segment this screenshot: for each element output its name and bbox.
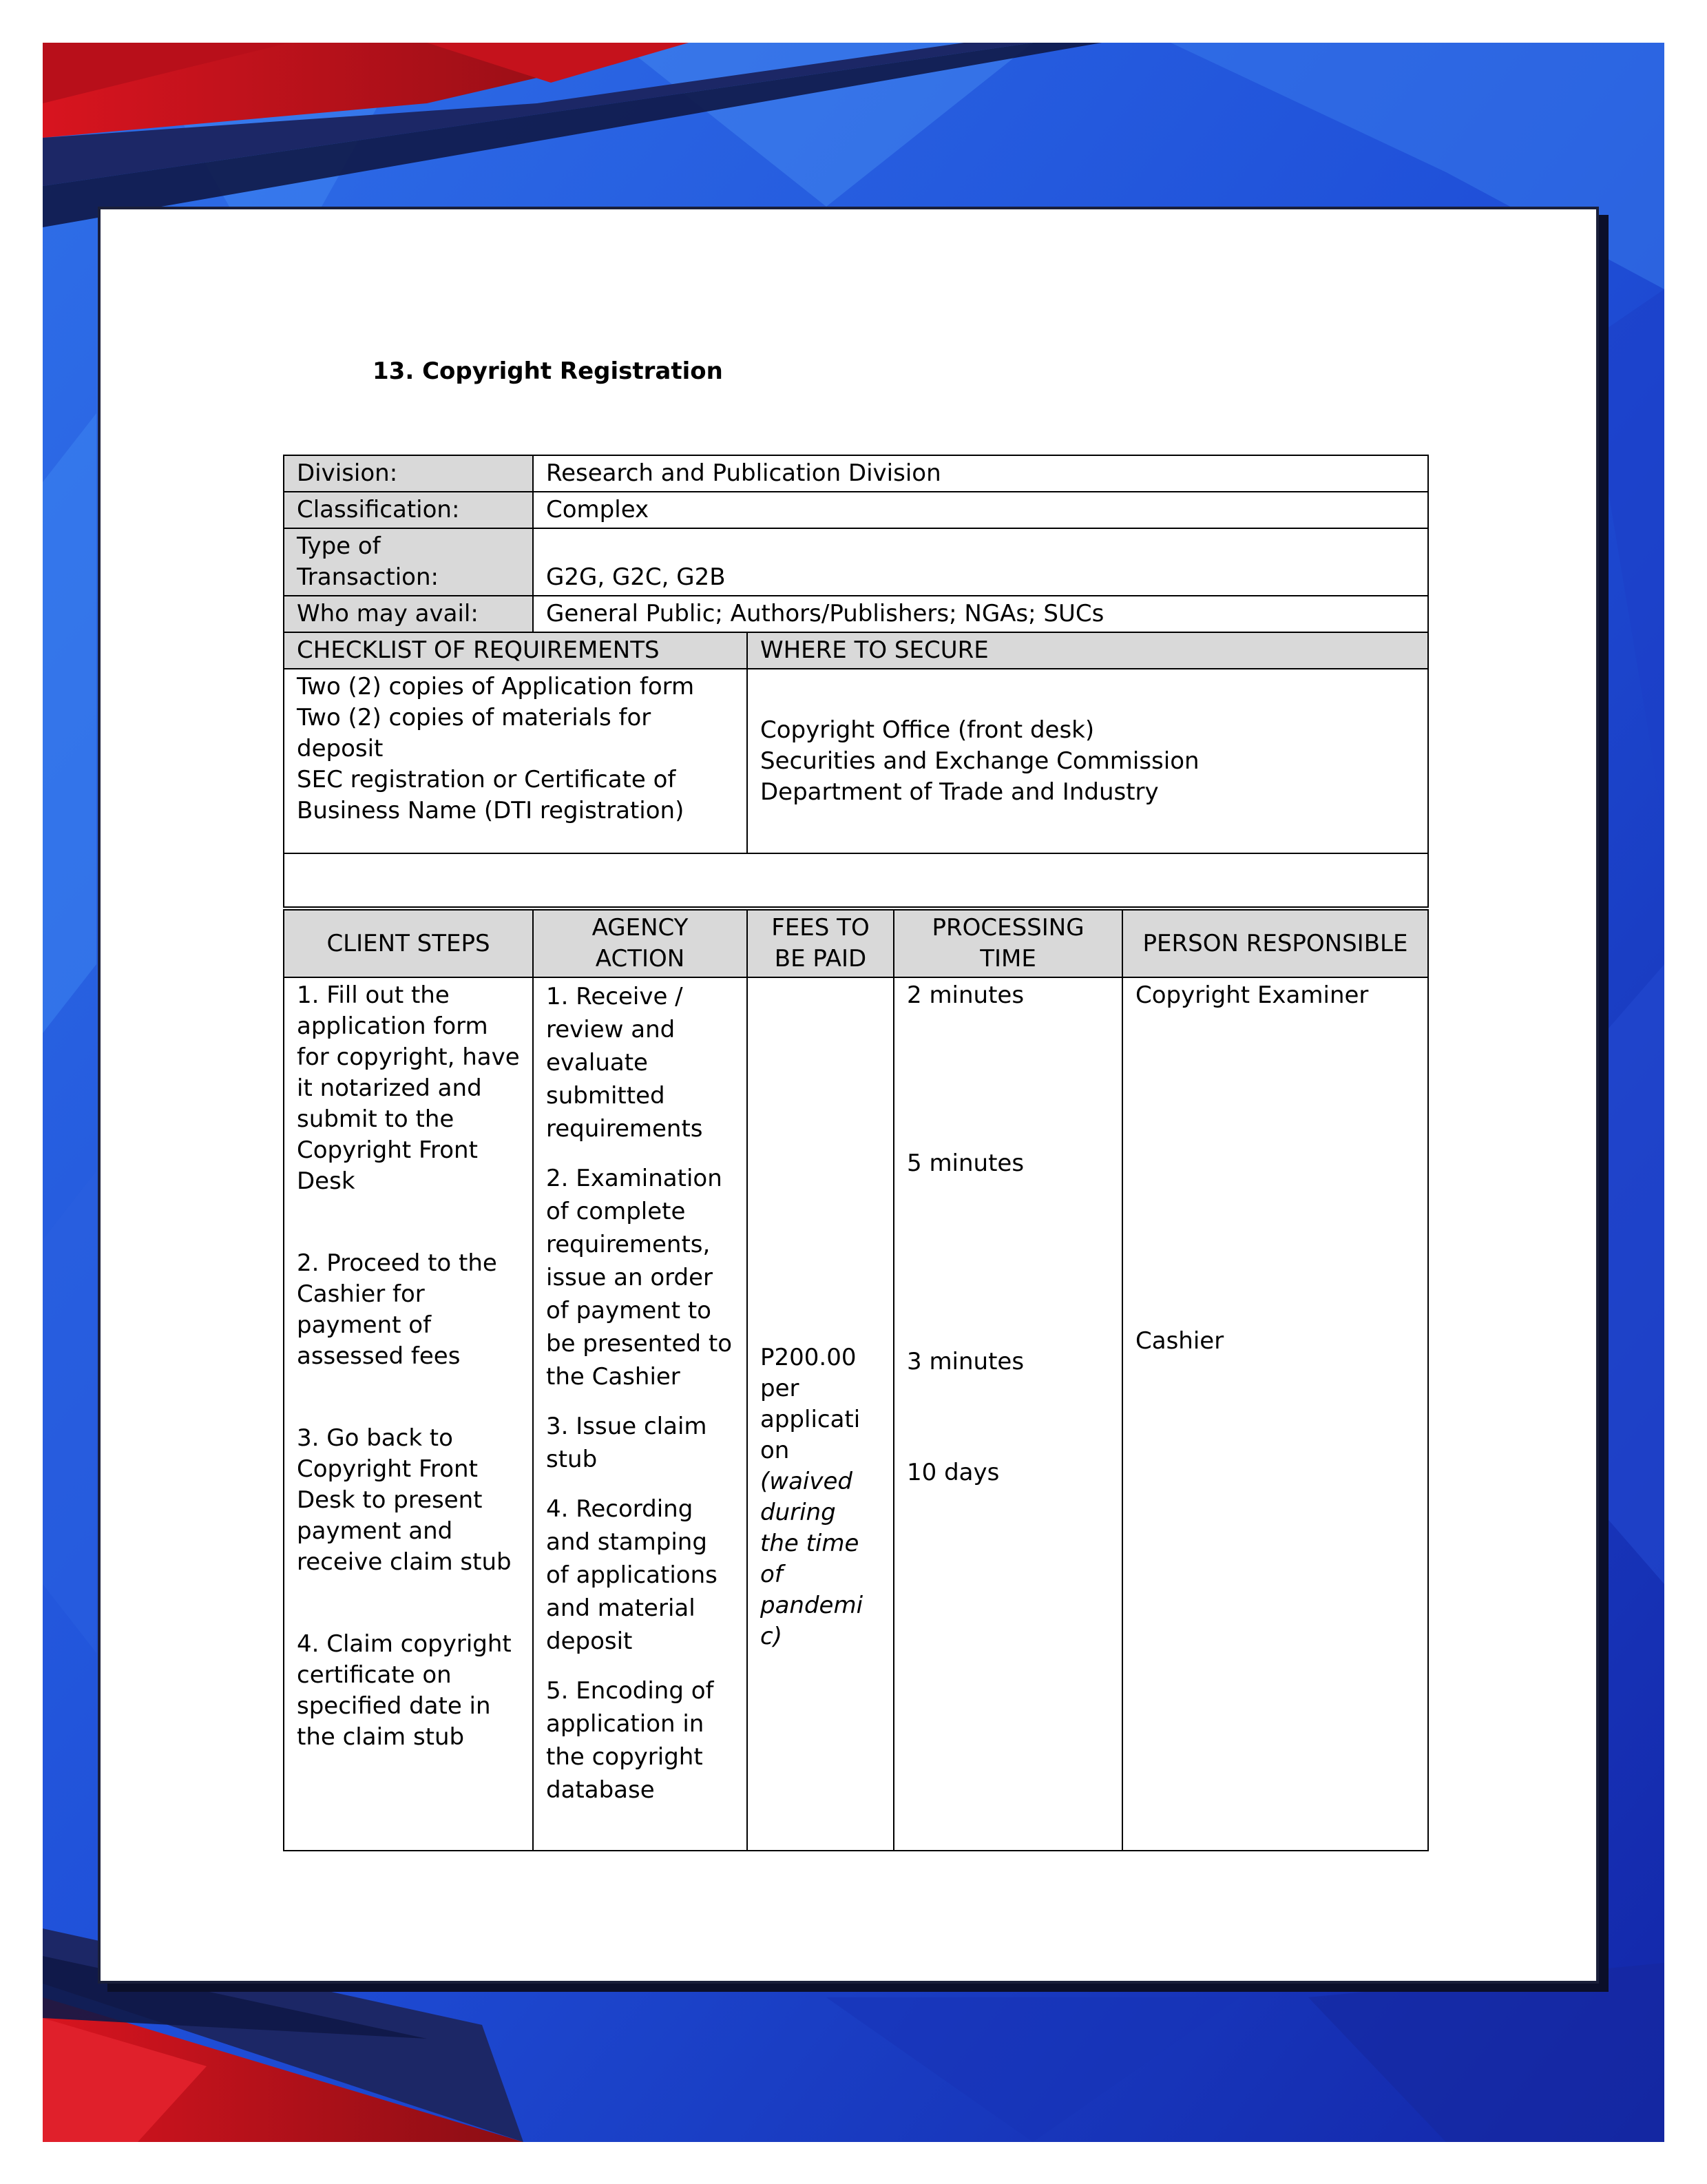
steps-table (283, 909, 1429, 1851)
requirements-header-row (284, 632, 1428, 669)
who-row (284, 596, 1428, 632)
person-responsible: Cashier (1135, 1327, 1224, 1355)
type-value: G2G, G2C, G2B (533, 528, 1428, 596)
source-item: Department of Trade and Industry (760, 778, 1159, 806)
type-row (284, 528, 1428, 596)
service-info-table (283, 455, 1429, 908)
processing-time: 5 minutes (907, 1150, 1025, 1177)
where-cell (747, 669, 1428, 853)
agency-action: 3. Issue claim stub (546, 1413, 707, 1473)
fees-cell (747, 977, 894, 1851)
division-value: Research and Publication Division (533, 455, 1428, 492)
client-step: 4. Claim copyright certificate on specified date in the claim stub (297, 1630, 512, 1751)
fee-note: (waived during the time of pandemi c) (760, 1468, 863, 1650)
requirement-item: Two (2) copies of Application form (297, 673, 695, 700)
spacer-cell (284, 853, 1428, 907)
classification-value: Complex (533, 492, 1428, 528)
type-label (284, 528, 533, 596)
requirement-item: Two (2) copies of materials for deposit (297, 704, 651, 762)
header-agency-action: AGENCY ACTION (533, 910, 747, 977)
processing-time-cell (894, 977, 1122, 1851)
steps-body-row (284, 977, 1428, 1851)
header-processing-time: PROCESSING TIME (894, 910, 1122, 977)
processing-time: 2 minutes (907, 981, 1025, 1009)
client-step: 3. Go back to Copyright Front Desk to present payment and receive claim stub (297, 1424, 512, 1576)
content-card (98, 207, 1599, 1984)
agency-action: 1. Receive / review and evaluate submitted requirements (546, 983, 703, 1143)
agency-action: 5. Encoding of application in the copyright database (546, 1677, 714, 1804)
classification-row (284, 492, 1428, 528)
checklist-header: CHECKLIST OF REQUIREMENTS (284, 632, 747, 669)
client-steps-cell (284, 977, 533, 1851)
division-label: Division: (284, 455, 533, 492)
person-responsible: Copyright Examiner (1135, 981, 1369, 1009)
checklist-cell (284, 669, 747, 853)
page-title: 13. Copyright Registration (373, 357, 723, 385)
who-value: General Public; Authors/Publishers; NGAs; SUCs (533, 596, 1428, 632)
type-label-line2: Transaction: (297, 563, 439, 591)
source-item: Copyright Office (front desk) (760, 716, 1095, 744)
agency-actions-cell (533, 977, 747, 1851)
source-item: Securities and Exchange Commission (760, 747, 1200, 775)
client-step: 2. Proceed to the Cashier for payment of assessed fees (297, 1249, 497, 1370)
where-header: WHERE TO SECURE (747, 632, 1428, 669)
division-row (284, 455, 1428, 492)
header-person-responsible: PERSON RESPONSIBLE (1122, 910, 1428, 977)
person-responsible-cell (1122, 977, 1428, 1851)
agency-action: 4. Recording and stamping of applications and material deposit (546, 1495, 718, 1655)
header-client-steps: CLIENT STEPS (284, 910, 533, 977)
spacer-row (284, 853, 1428, 907)
client-step: 1. Fill out the application form for copyright, have it notarized and submit to the Copyright Front Desk (297, 981, 520, 1195)
processing-time: 3 minutes (907, 1348, 1025, 1375)
processing-time: 10 days (907, 1459, 1000, 1486)
classification-label: Classification: (284, 492, 533, 528)
steps-header-row (284, 910, 1428, 977)
fee-amount: P200.00 per applicati on (760, 1344, 861, 1464)
who-label: Who may avail: (284, 596, 533, 632)
agency-action: 2. Examination of complete requirements, issue an order of payment to be presented to the Cashier (546, 1165, 732, 1391)
requirements-row (284, 669, 1428, 853)
requirement-item: SEC registration or Certificate of Business Name (DTI registration) (297, 766, 684, 824)
header-fees: FEES TO BE PAID (747, 910, 894, 977)
type-label-line1: Type of (297, 532, 381, 560)
